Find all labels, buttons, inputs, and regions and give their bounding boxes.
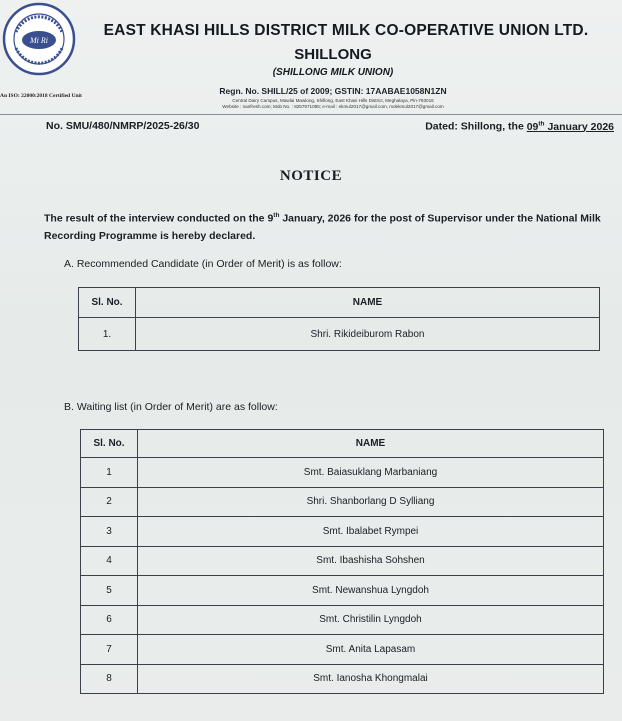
table-row [81, 664, 604, 694]
row-number: 6 [81, 605, 138, 635]
row-name: Smt. Christilin Lyngdoh [138, 605, 604, 635]
address-block [96, 98, 570, 110]
row-number: 4 [81, 546, 138, 576]
table-row [81, 635, 604, 665]
table-row [81, 458, 604, 488]
address-line: Central Dairy Campus, Mawlai Mawlong, Shillong, East Khasi Hills District, Meghalaya, Pin-793016 [232, 98, 434, 103]
row-number: 3 [81, 517, 138, 547]
section-a-heading: A. Recommended Candidate (in Order of Merit) is as follow: [64, 258, 342, 270]
milk-union-logo [2, 2, 76, 76]
notice-title: NOTICE [279, 168, 343, 184]
table-row [81, 517, 604, 547]
col-name: NAME [136, 288, 600, 318]
section-b-heading: B. Waiting list (in Order of Merit) are as follow: [64, 401, 278, 413]
col-sl-no: Sl. No. [79, 288, 136, 318]
row-number: 2 [81, 487, 138, 517]
iso-certification: An ISO: 22000:2018 Certified Unit [0, 93, 82, 99]
row-name: Smt. Ibalabet Rympei [138, 517, 604, 547]
organization-alias: (SHILLONG MILK UNION) [272, 67, 394, 78]
notice-paragraph: The result of the interview conducted on the 9th January, 2026 for the post of Supervisor under the National Milk Recording Programme is hereby declared. [44, 212, 601, 242]
row-name: Smt. Ianosha Khongmalai [138, 664, 604, 694]
col-sl-no: Sl. No. [81, 430, 138, 458]
svg-text:Mi Ri: Mi Ri [30, 36, 48, 45]
row-name: Smt. Newanshua Lyngdoh [138, 576, 604, 606]
row-number: 5 [81, 576, 138, 606]
contact-line: Website : nanfresh.com; Mob No. : 8257971095; e-mail : ekmul2017@gmail.com, mdekmul2017@gmail.com [222, 104, 444, 109]
table-row [81, 546, 604, 576]
row-name: Shri. Shanborlang D Sylliang [138, 487, 604, 517]
dated-line [425, 120, 614, 133]
table-header-row [79, 288, 600, 318]
row-name: Smt. Anita Lapasam [138, 635, 604, 665]
dated-date: 09th January 2026 [526, 120, 614, 133]
row-number: 1. [79, 318, 136, 351]
organization-name: EAST KHASI HILLS DISTRICT MILK CO-OPERATIVE UNION LTD. [103, 22, 589, 39]
organization-city: SHILLONG [294, 46, 372, 63]
table-row [81, 576, 604, 606]
table-row [81, 605, 604, 635]
table-header-row [81, 430, 604, 458]
row-number: 8 [81, 664, 138, 694]
recommended-candidate-table [78, 287, 600, 351]
header-divider [0, 114, 622, 115]
table-row [79, 318, 600, 351]
row-name: Shri. Rikideiburom Rabon [136, 318, 600, 351]
row-number: 7 [81, 635, 138, 665]
row-number: 1 [81, 458, 138, 488]
row-name: Smt. Baiasuklang Marbaniang [138, 458, 604, 488]
dated-prefix: Dated: Shillong, the [425, 120, 527, 133]
table-row [81, 487, 604, 517]
registration-line: Regn. No. SHILL/25 of 2009; GSTIN: 17AABAE1058N1ZN [219, 86, 447, 96]
row-name: Smt. Ibashisha Sohshen [138, 546, 604, 576]
col-name: NAME [138, 430, 604, 458]
waiting-list-table [80, 429, 604, 694]
reference-number: No. SMU/480/NMRP/2025-26/30 [46, 120, 200, 132]
